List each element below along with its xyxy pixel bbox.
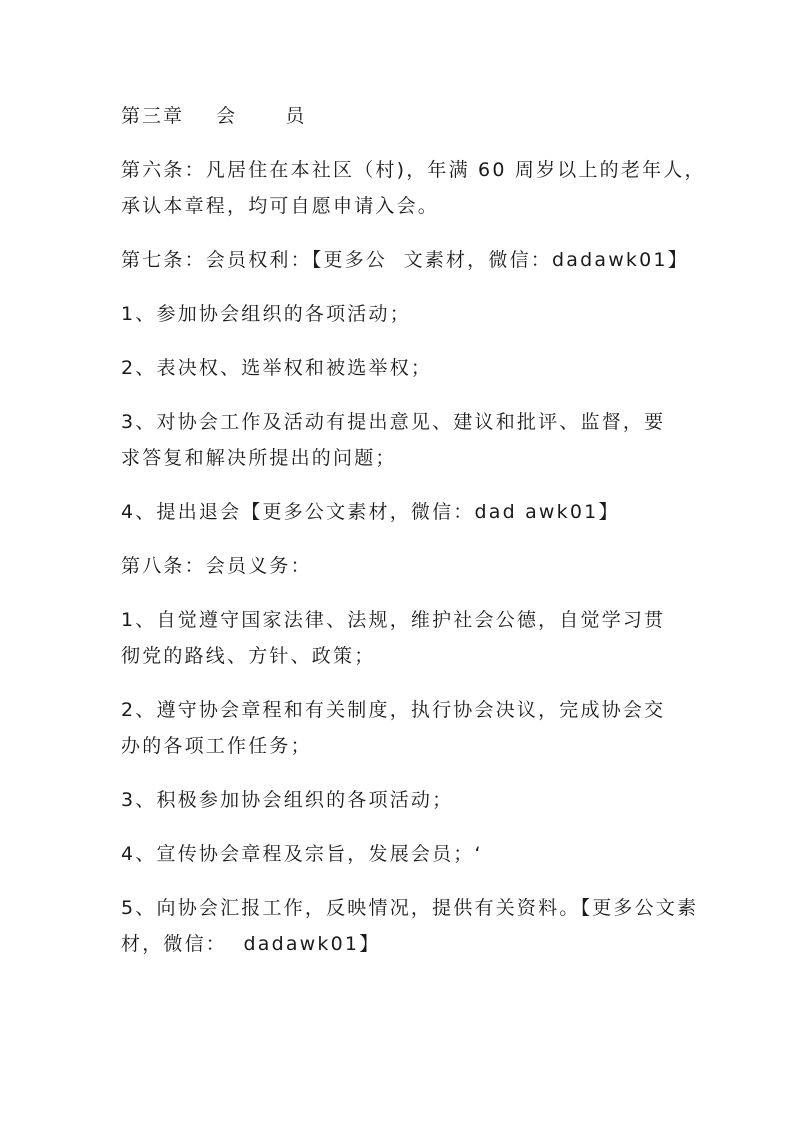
chapter-heading: [121, 98, 681, 134]
paragraph-line: 求答复和解决所提出的问题；: [121, 447, 397, 469]
paragraph-line: 3、对协会工作及活动有提出意见、建议和批评、监督，要: [121, 411, 666, 433]
paragraph-line: 第七条：会员权利：【更多公 文素材，微信：dadawk01】: [121, 249, 689, 271]
paragraph-right-3: [121, 404, 681, 476]
paragraph-article-7: [121, 242, 689, 278]
paragraph-line: 4、宣传协会章程及宗旨，发展会员；‘: [121, 843, 483, 865]
paragraph-line: 第六条：凡居住在本社区（村)，年满 60 周岁以上的老年人，: [121, 159, 706, 181]
paragraph-line: 1、自觉遵守国家法律、法规，维护社会公德，自觉学习贯: [121, 609, 666, 631]
paragraph-duty-1: [121, 602, 681, 674]
document-body: [121, 98, 706, 980]
paragraph-duty-3: [121, 782, 681, 818]
paragraph-line: 2、表决权、选举权和被选举权；: [121, 357, 433, 379]
paragraph-line: 办的各项工作任务；: [121, 735, 312, 757]
paragraph-line: 材，微信： dadawk01】: [121, 933, 381, 955]
paragraph-line: 第八条：会员义务：: [121, 555, 312, 577]
paragraph-article-6: [121, 152, 706, 224]
paragraph-line: 3、积极参加协会组织的各项活动；: [121, 789, 454, 811]
paragraph-line: 承认本章程，均可自愿申请入会。: [121, 195, 440, 217]
paragraph-duty-2: [121, 692, 681, 764]
paragraph-line: 彻党的路线、方针、政策；: [121, 645, 376, 667]
paragraph-line: 2、遵守协会章程和有关制度，执行协会决议，完成协会交: [121, 699, 666, 721]
paragraph-duty-5: [121, 890, 699, 962]
paragraph-line: 5、向协会汇报工作，反映情况，提供有关资料。【更多公文素: [121, 897, 699, 919]
paragraph-line: 1、参加协会组织的各项活动；: [121, 303, 411, 325]
paragraph-right-1: [121, 296, 681, 332]
paragraph-duty-4: [121, 836, 681, 872]
paragraph-right-4: [121, 494, 681, 530]
paragraph-right-2: [121, 350, 681, 386]
paragraph-article-8: [121, 548, 681, 584]
chapter-title: 第三章 会 员: [121, 105, 307, 127]
paragraph-line: 4、提出退会【更多公文素材，微信：dad awk01】: [121, 501, 620, 523]
